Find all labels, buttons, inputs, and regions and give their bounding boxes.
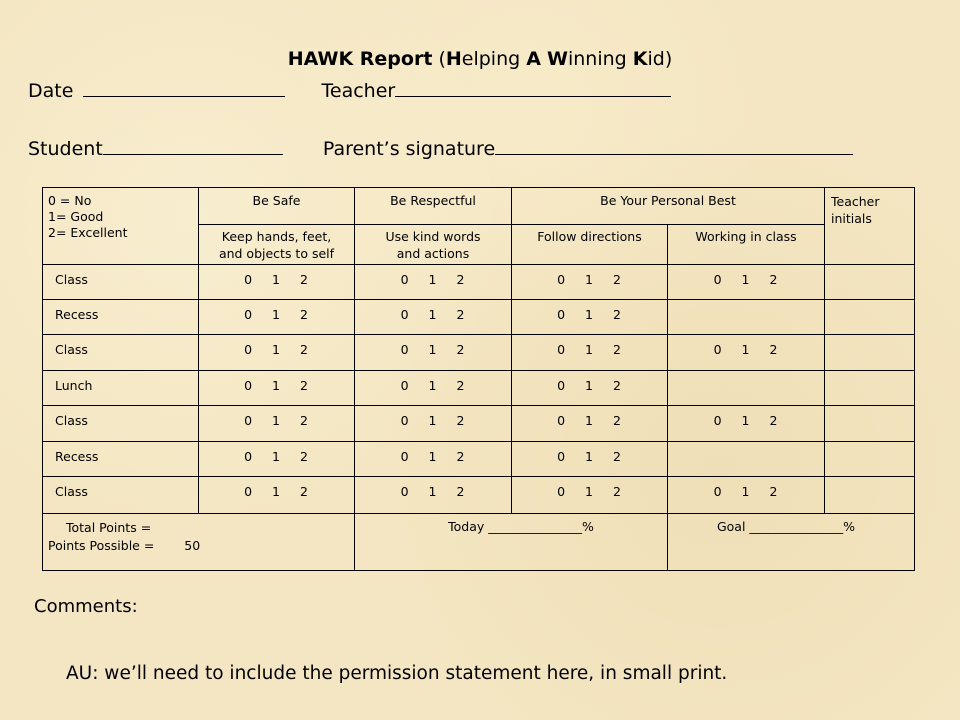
teacher-initials-cell[interactable] [825, 371, 915, 406]
title-paren-close: ) [664, 48, 673, 70]
row-label: Class [43, 265, 199, 300]
subheader-working-in-class: Working in class [668, 225, 825, 265]
points-possible-value: 50 [184, 538, 201, 553]
score-be-safe[interactable]: 0 1 2 [199, 442, 355, 477]
teacher-initials-line2: initials [831, 211, 872, 226]
row-label: Lunch [43, 371, 199, 406]
hawk-score-table [42, 187, 915, 571]
title-report: HAWK Report [287, 48, 433, 70]
keep-hands-line2: and objects to self [218, 246, 335, 261]
title-h: H [445, 48, 462, 70]
score-working-in-class[interactable]: 0 1 2 [668, 406, 825, 442]
row-label: Class [43, 335, 199, 371]
header-be-respectful: Be Respectful [355, 188, 512, 225]
table-row [43, 477, 915, 514]
keep-hands-line1: Keep hands, feet, [221, 229, 332, 244]
title-w: W [547, 48, 568, 70]
teacher-initials-cell[interactable] [825, 300, 915, 335]
title-k: K [632, 48, 648, 70]
teacher-initials-cell[interactable] [825, 265, 915, 300]
student-field[interactable] [103, 136, 283, 155]
legend-good: 1= Good [48, 209, 104, 224]
score-follow-directions[interactable]: 0 1 2 [512, 477, 668, 514]
row-label: Recess [43, 442, 199, 477]
score-be-safe[interactable]: 0 1 2 [199, 477, 355, 514]
subheader-follow-directions: Follow directions [512, 225, 668, 265]
report-title [0, 48, 960, 70]
row-label: Class [43, 477, 199, 514]
row-label: Class [43, 406, 199, 442]
table-row [43, 406, 915, 442]
score-follow-directions[interactable]: 0 1 2 [512, 406, 668, 442]
score-be-respectful[interactable]: 0 1 2 [355, 265, 512, 300]
total-points-label: Total Points = [66, 520, 152, 535]
header-teacher-initials [825, 188, 915, 265]
student-label: Student [28, 138, 103, 160]
kind-words-line1: Use kind words [385, 229, 481, 244]
score-working-in-class-empty [668, 300, 825, 335]
score-follow-directions[interactable]: 0 1 2 [512, 371, 668, 406]
table-row [43, 335, 915, 371]
student-parent-line [28, 136, 853, 160]
title-id: id [647, 48, 665, 70]
teacher-label: Teacher [321, 80, 396, 102]
date-teacher-line [28, 78, 671, 102]
parent-signature-field[interactable] [495, 136, 853, 155]
subheader-kind-words [355, 225, 512, 265]
score-be-respectful[interactable]: 0 1 2 [355, 442, 512, 477]
score-working-in-class[interactable]: 0 1 2 [668, 335, 825, 371]
table-row [43, 265, 915, 300]
score-be-respectful[interactable]: 0 1 2 [355, 300, 512, 335]
score-be-safe[interactable]: 0 1 2 [199, 406, 355, 442]
teacher-initials-cell[interactable] [825, 335, 915, 371]
score-be-safe[interactable]: 0 1 2 [199, 300, 355, 335]
date-label: Date [28, 80, 74, 102]
table-row [43, 300, 915, 335]
score-legend [43, 188, 199, 265]
score-follow-directions[interactable]: 0 1 2 [512, 265, 668, 300]
score-be-safe[interactable]: 0 1 2 [199, 371, 355, 406]
teacher-initials-line1: Teacher [831, 194, 880, 209]
row-label: Recess [43, 300, 199, 335]
score-follow-directions[interactable]: 0 1 2 [512, 335, 668, 371]
header-be-your-personal-best: Be Your Personal Best [512, 188, 825, 225]
score-follow-directions[interactable]: 0 1 2 [512, 442, 668, 477]
score-working-in-class[interactable]: 0 1 2 [668, 477, 825, 514]
title-a: A [526, 48, 541, 70]
teacher-field[interactable] [395, 78, 671, 97]
date-field[interactable] [83, 78, 285, 97]
legend-excellent: 2= Excellent [48, 225, 128, 240]
table-row [43, 442, 915, 477]
comments-label: Comments: [34, 596, 138, 617]
goal-percent[interactable]: Goal _______________% [668, 514, 915, 571]
teacher-initials-cell[interactable] [825, 406, 915, 442]
points-possible-label: Points Possible = [48, 538, 155, 553]
subheader-keep-hands [199, 225, 355, 265]
score-be-safe[interactable]: 0 1 2 [199, 265, 355, 300]
parent-signature-label: Parent’s signature [322, 138, 496, 160]
table-row [43, 371, 915, 406]
header-be-safe: Be Safe [199, 188, 355, 225]
title-elping: elping [461, 48, 527, 70]
legend-no: 0 = No [48, 193, 92, 208]
kind-words-line2: and actions [396, 246, 470, 261]
points-summary [43, 514, 355, 571]
score-be-safe[interactable]: 0 1 2 [199, 335, 355, 371]
score-be-respectful[interactable]: 0 1 2 [355, 371, 512, 406]
permission-note: AU: we’ll need to include the permission statement here, in small print. [66, 663, 728, 684]
score-working-in-class[interactable]: 0 1 2 [668, 265, 825, 300]
title-inning: inning [567, 48, 633, 70]
score-working-in-class-empty [668, 442, 825, 477]
teacher-initials-cell[interactable] [825, 477, 915, 514]
title-paren-open: ( [438, 48, 446, 70]
totals-row [43, 514, 915, 571]
score-be-respectful[interactable]: 0 1 2 [355, 406, 512, 442]
teacher-initials-cell[interactable] [825, 442, 915, 477]
score-be-respectful[interactable]: 0 1 2 [355, 335, 512, 371]
today-percent[interactable]: Today _______________% [355, 514, 668, 571]
score-be-respectful[interactable]: 0 1 2 [355, 477, 512, 514]
points-possible-line [48, 537, 354, 555]
score-follow-directions[interactable]: 0 1 2 [512, 300, 668, 335]
score-working-in-class-empty [668, 371, 825, 406]
